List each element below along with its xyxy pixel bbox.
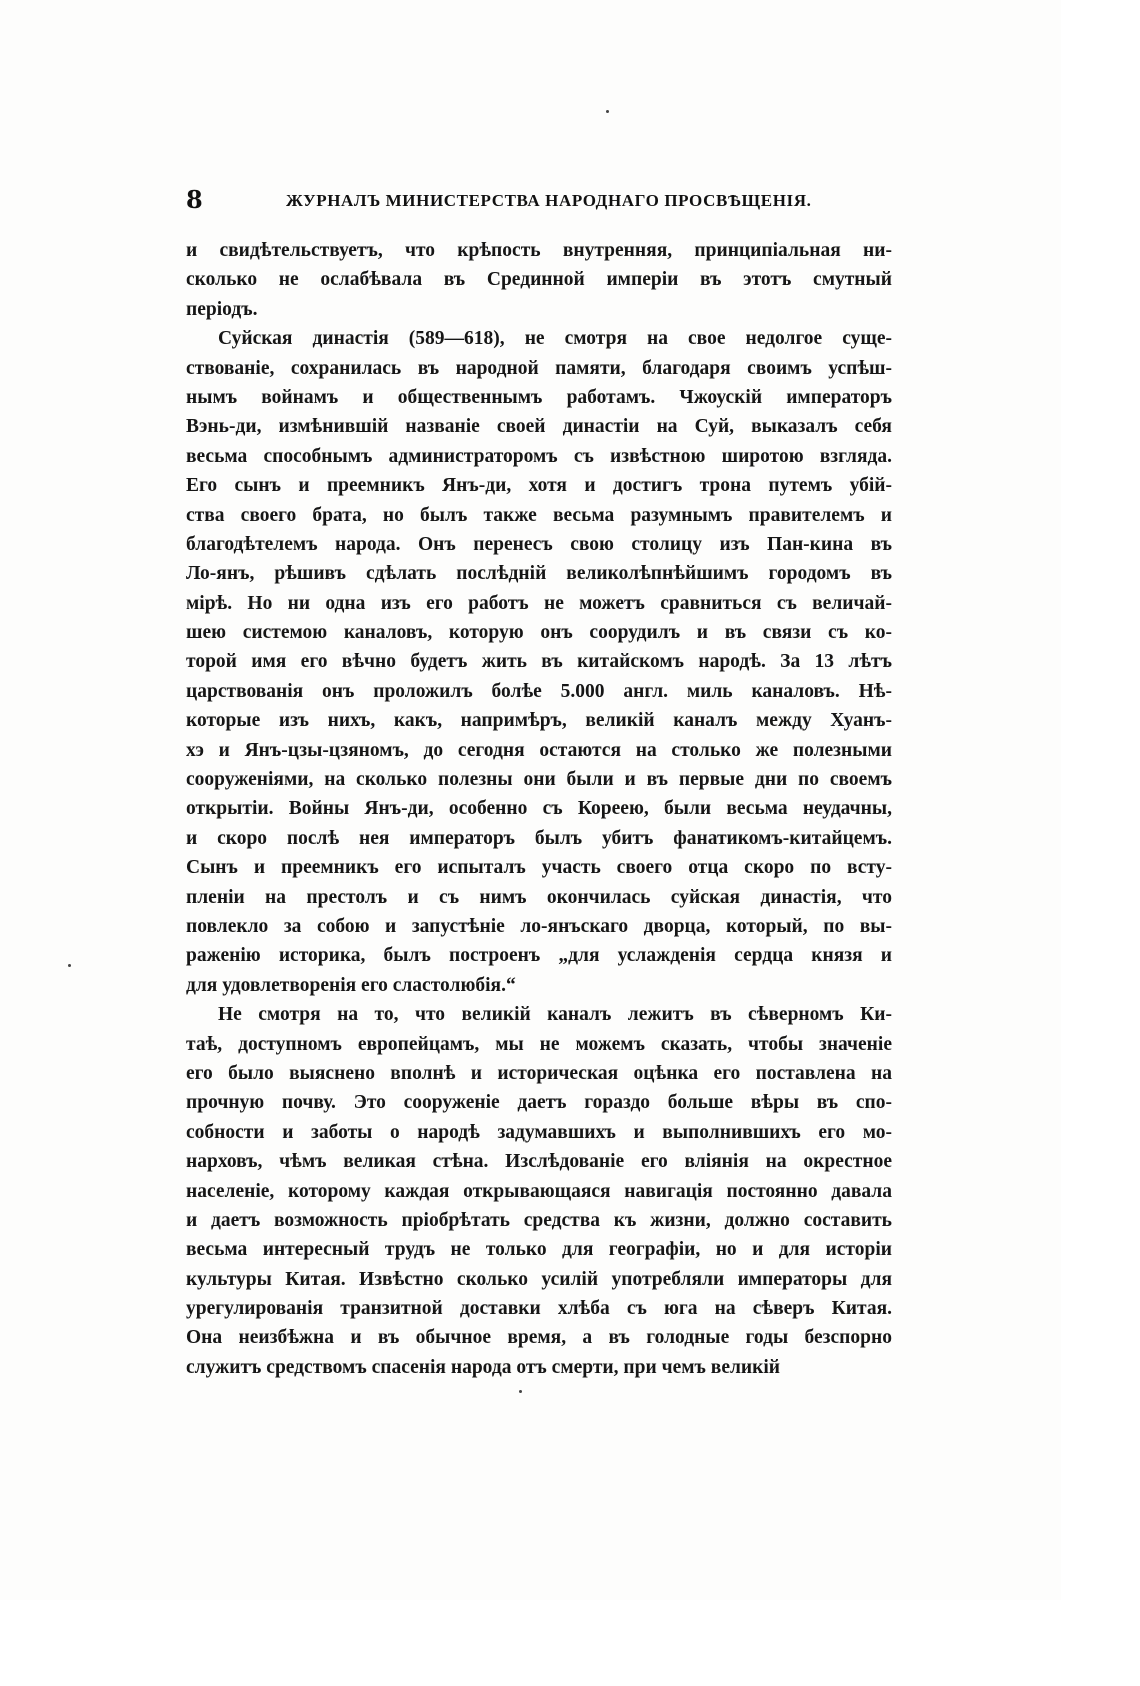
text-line: таѣ, доступномъ европейцамъ, мы не можемъ сказать, чтобы значеніе (186, 1033, 892, 1055)
text-line: повлекло за собою и запустѣніе ло-янъскаго дворца, который, по вы- (186, 915, 892, 937)
paragraph (186, 236, 892, 324)
text-line: прочную почву. Это сооруженіе даетъ гораздо больше вѣры въ спо- (186, 1092, 892, 1114)
text-line: населеніе, которому каждая открывающаяся навигація постоянно давала (186, 1180, 892, 1202)
text-line: нарховъ, чѣмъ великая стѣна. Изслѣдованіе его вліянія на окрестное (186, 1151, 892, 1173)
scan-speck (68, 964, 71, 967)
scan-speck (606, 110, 609, 113)
text-line: періодъ. (186, 298, 258, 320)
text-line: Его сынъ и преемникъ Янъ-ди, хотя и достигъ трона путемъ убій- (186, 475, 892, 497)
text-line: Ло-янъ, рѣшивъ сдѣлать послѣдній великолѣпнѣйшимъ городомъ въ (186, 563, 892, 585)
text-line: служитъ средствомъ спасенія народа отъ смерти, при чемъ великій (186, 1356, 781, 1378)
text-line: ствованіе, сохранилась въ народной памяти, благодаря своимъ успѣш- (186, 357, 892, 379)
text-line: ства своего брата, но былъ также весьма разумнымъ правителемъ и (186, 504, 892, 526)
text-line: культуры Китая. Извѣстно сколько усилій употребляли императоры для (186, 1268, 892, 1290)
body-text (186, 236, 892, 1382)
text-line: Вэнь-ди, измѣнившій названіе своей династіи на Суй, выказалъ себя (186, 416, 892, 438)
text-line: весьма способнымъ администраторомъ съ извѣстною широтою взгляда. (186, 445, 892, 467)
text-line: хэ и Янъ-цзы-цзяномъ, до сегодня остаются на столько же полезными (186, 739, 892, 761)
page-header (186, 183, 892, 217)
text-line: царствованія онъ проложилъ болѣе 5.000 англ. миль каналовъ. Нѣ- (186, 680, 892, 702)
text-line: собности и заботы о народѣ задумавшихъ и выполнившихъ его мо- (186, 1121, 892, 1143)
text-line: и свидѣтельствуетъ, что крѣпость внутренняя, принципіальная ни- (186, 240, 892, 261)
text-line: и даетъ возможность пріобрѣтать средства къ жизни, должно составить (186, 1209, 892, 1231)
paragraph (186, 324, 892, 1000)
running-head: ЖУРНАЛЪ МИНИСТЕРСТВА НАРОДНАГО ПРОСВѢЩЕНІЯ. (286, 191, 812, 210)
text-line: Она неизбѣжна и въ обычное время, а въ голодные годы безспорно (186, 1327, 892, 1349)
text-line: урегулированія транзитной доставки хлѣба съ юга на сѣверъ Китая. (186, 1298, 892, 1320)
paragraph (186, 1000, 892, 1382)
text-line: для удовлетворенія его сластолюбія.“ (186, 974, 516, 996)
text-line: нымъ войнамъ и общественнымъ работамъ. Чжоускій императоръ (186, 386, 892, 408)
text-line: торой имя его вѣчно будетъ жить въ китайскомъ народѣ. За 13 лѣтъ (186, 651, 892, 673)
text-line: которые изъ нихъ, какъ, напримѣръ, великій каналъ между Хуанъ- (186, 710, 892, 732)
text-line: мірѣ. Но ни одна изъ его работъ не можетъ сравниться съ величай- (186, 592, 892, 614)
text-line: Суйская династія (589—618), не смотря на свое недолгое суще- (218, 328, 892, 350)
text-line: шею системою каналовъ, которую онъ соорудилъ и въ связи съ ко- (186, 622, 892, 644)
text-line: пленіи на престолъ и съ нимъ окончилась суйская династія, что (186, 886, 892, 908)
text-line: открытіи. Войны Янъ-ди, особенно съ Кореею, были весьма неудачны, (186, 798, 892, 820)
text-line: весьма интересный трудъ не только для географіи, но и для исторіи (186, 1239, 892, 1261)
text-line: благодѣтелемъ народа. Онъ перенесъ свою столицу изъ Пан-кина въ (186, 533, 892, 555)
text-line: сколько не ослабѣвала въ Срединной имперіи въ этотъ смутный (186, 269, 892, 291)
text-line: сооруженіями, на сколько полезны они были и въ первые дни по своемъ (186, 769, 892, 791)
page-number: 8 (186, 185, 203, 214)
text-line: Не смотря на то, что великій каналъ лежитъ въ сѣверномъ Ки- (218, 1004, 892, 1026)
text-line: и скоро послѣ нея императоръ былъ убитъ фанатикомъ-китайцемъ. (186, 827, 892, 849)
text-line: его было выяснено вполнѣ и историческая оцѣнка его поставлена на (186, 1062, 892, 1084)
text-line: Сынъ и преемникъ его испыталъ участь своего отца скоро по всту- (186, 857, 892, 879)
text-line: раженію историка, былъ построенъ „для услажденія сердца князя и (186, 945, 892, 967)
scan-speck (519, 1390, 522, 1393)
